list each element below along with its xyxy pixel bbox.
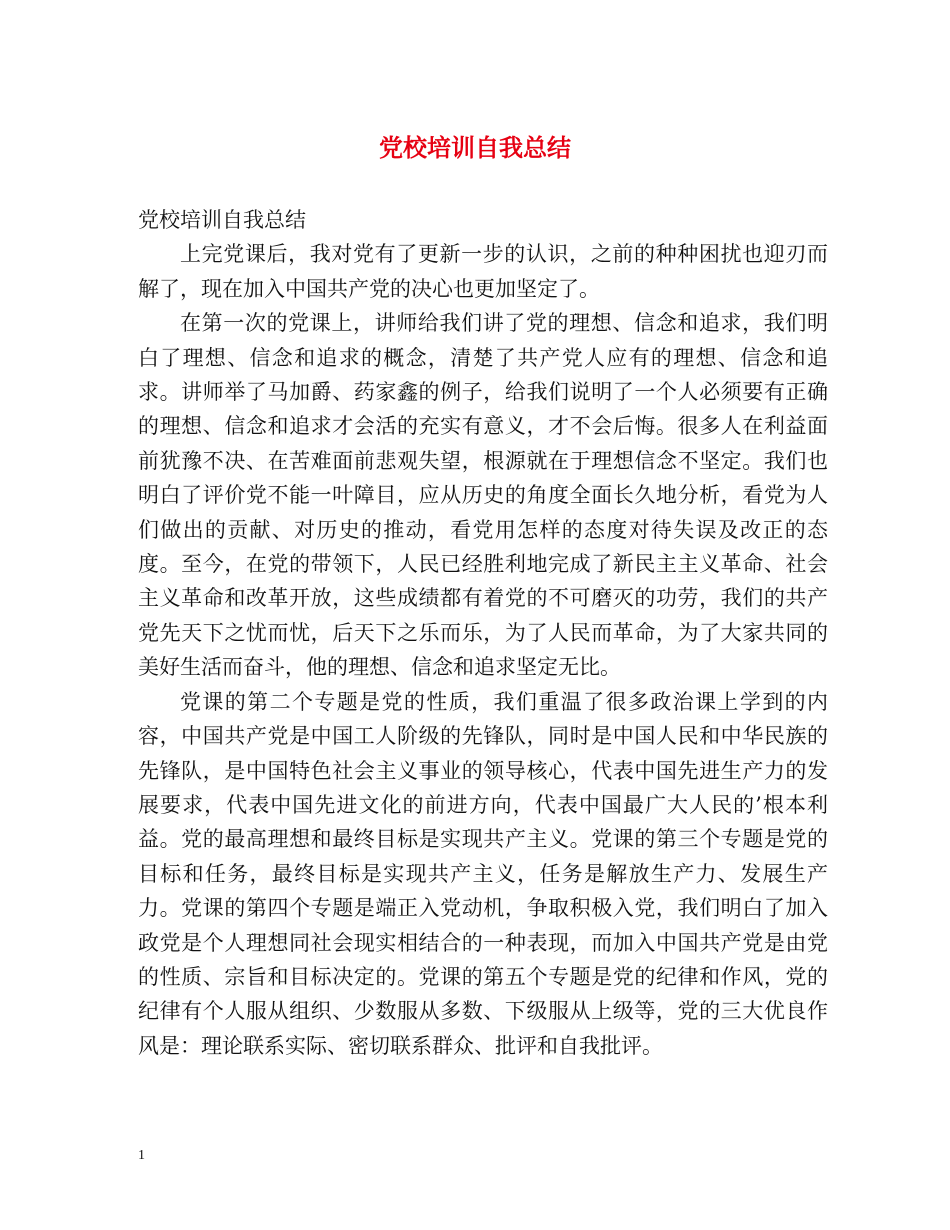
document-title: 党校培训自我总结 [379, 133, 571, 162]
paragraph-2: 在第一次的党课上，讲师给我们讲了党的理想、信念和追求，我们明白了理想、信念和追求的概念，清楚了共产党人应有的理想、信念和追求。讲师举了马加爵、药家鑫的例子，给我们说明了一个人必须要有正确的理想、信念和追求才会活的充实有意义，才不会后悔。很多人在利益面前犹豫不决、在苦难面前悲观失望，根源就在于理想信念不坚定。我们也明白了评价党不能一叶障目，应从历史的角度全面长久地分析，看党为人们做出的贡献、对历史的推动，看党用怎样的态度对待失误及改正的态度。至今，在党的带领下，人民已经胜利地完成了新民主主义革命、社会主义革命和改革开放，这些成绩都有着党的不可磨灭的功劳，我们的共产党先天下之忧而忧，后天下之乐而乐，为了人民而革命，为了大家共同的美好生活而奋斗，他的理想、信念和追求坚定无比。 [138, 311, 828, 680]
paragraph-1: 上完党课后，我对党有了更新一步的认识，之前的种种困扰也迎刃而解了，现在加入中国共产党的决心也更加坚定了。 [138, 242, 828, 301]
document-body [138, 203, 828, 1063]
page-number: 1 [138, 1148, 145, 1163]
paragraph-3: 党课的第二个专题是党的性质，我们重温了很多政治课上学到的内容，中国共产党是中国工人阶级的先锋队，同时是中国人民和中华民族的先锋队，是中国特色社会主义事业的领导核心，代表中国先进生产力的发展要求，代表中国先进文化的前进方向，代表中国最广大人民的’根本利益。党的最高理想和最终目标是实现共产主义。党课的第三个专题是党的目标和任务，最终目标是实现共产主义，任务是解放生产力、发展生产力。党课的第四个专题是端正入党动机，争取积极入党，我们明白了加入政党是个人理想同社会现实相结合的一种表现，而加入中国共产党是由党的性质、宗旨和目标决定的。党课的第五个专题是党的纪律和作风，党的纪律有个人服从组织、少数服从多数、下级服从上级等，党的三大优良作风是：理论联系实际、密切联系群众、批评和自我批评。 [138, 689, 828, 1058]
document-subtitle: 党校培训自我总结 [138, 208, 306, 232]
